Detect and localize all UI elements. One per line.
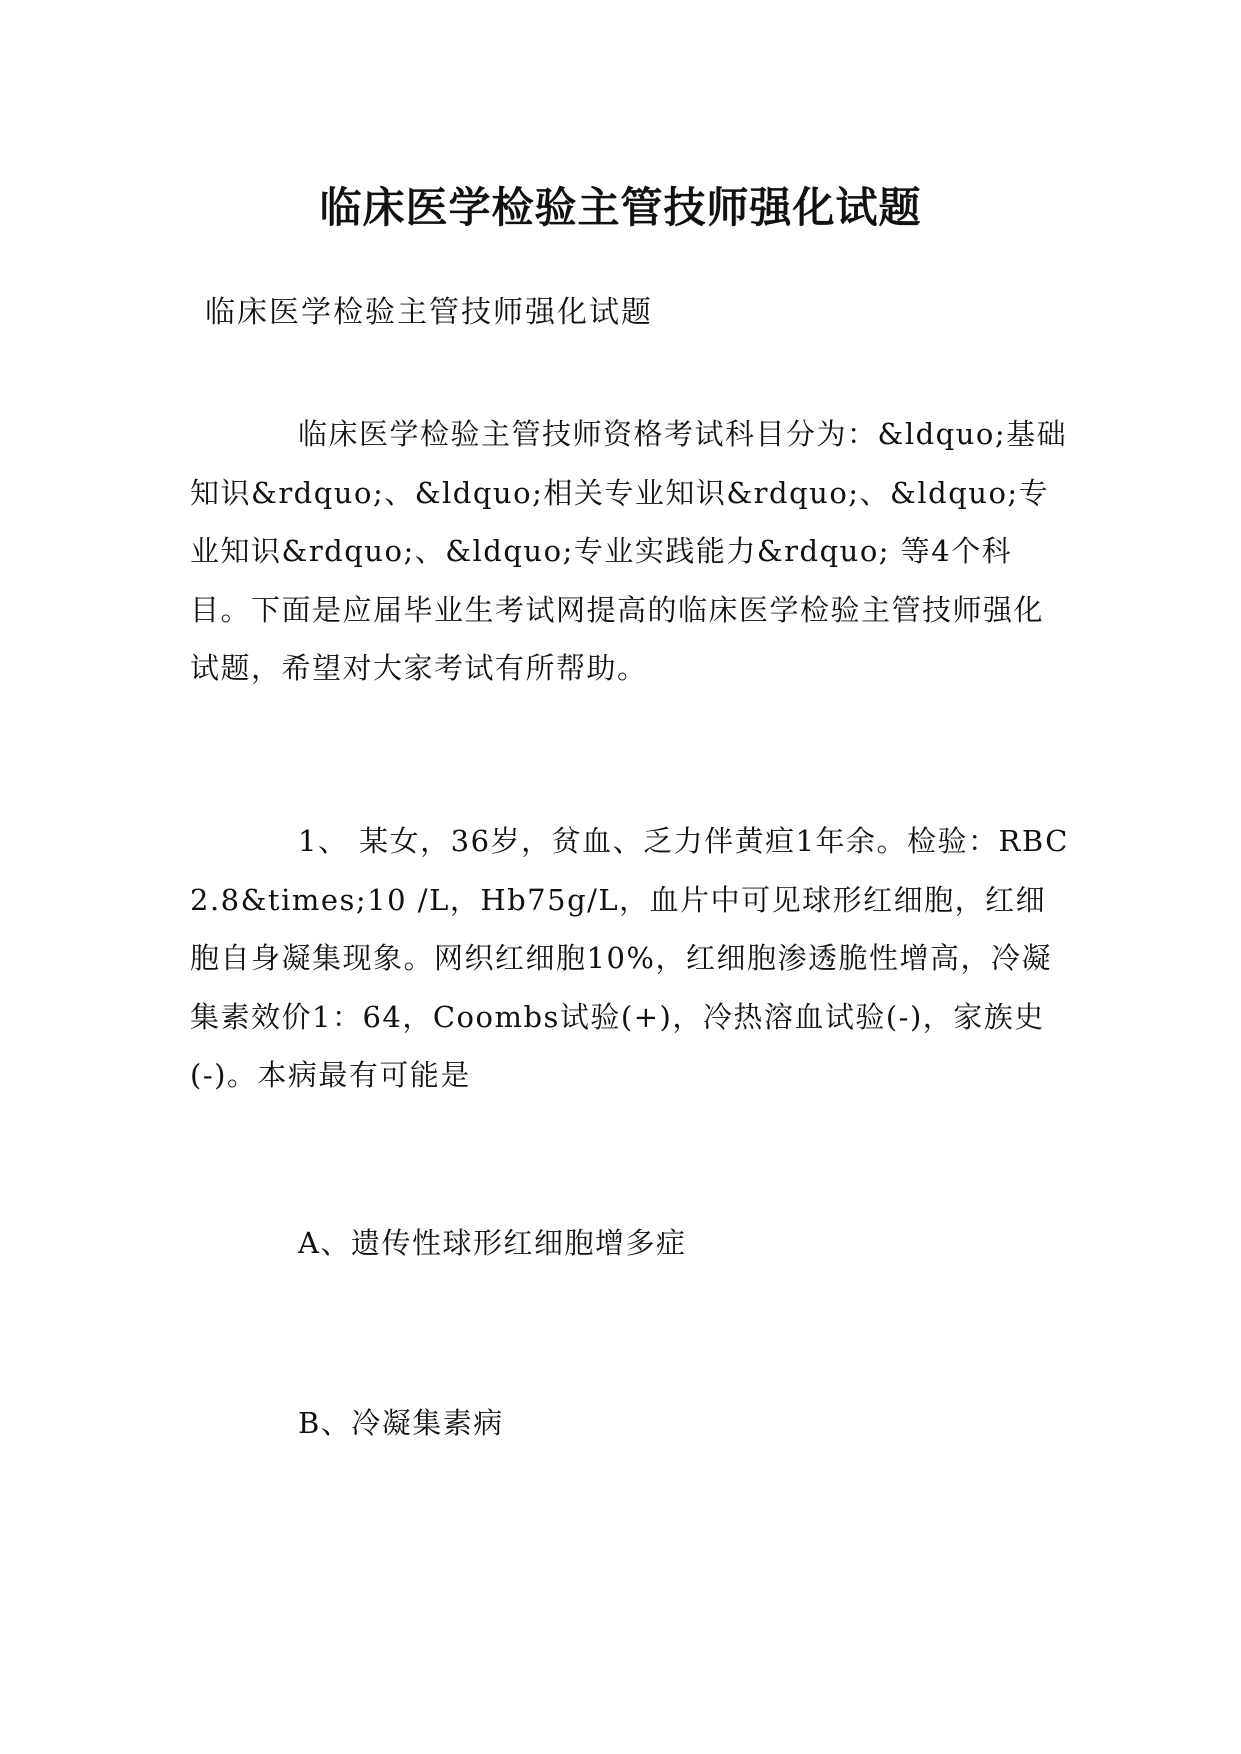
- question-1-stem: 1、 某女，36岁，贫血、乏力伴黄疸1年余。检验：RBC2.8&times;10 /L，Hb75g/L，血片中可见球形红细胞，红细胞自身凝集现象。网织红细胞10%，红细胞渗透脆性增高，冷凝集素效价1：64，Coombs试验(+)，冷热溶血试验(-)，家族史(-)。本病最有可能是: [190, 824, 1069, 1092]
- document-subtitle: 临床医学检验主管技师强化试题: [205, 295, 653, 330]
- question-1-option-a: A、遗传性球形红细胞增多症: [298, 1226, 687, 1260]
- document-title: 临床医学检验主管技师强化试题: [319, 183, 922, 233]
- intro-paragraph: 临床医学检验主管技师资格考试科目分为：&ldquo;基础知识&rdquo;、&ldquo;相关专业知识&rdquo;、&ldquo;专业知识&rdquo;、&ldquo;专业实践能力&rdquo; 等4个科目。下面是应届毕业生考试网提高的临床医学检验主管技师强化试题，希望对大家考试有所帮助。: [190, 417, 1068, 685]
- question-1-option-b: B、冷凝集素病: [298, 1406, 504, 1440]
